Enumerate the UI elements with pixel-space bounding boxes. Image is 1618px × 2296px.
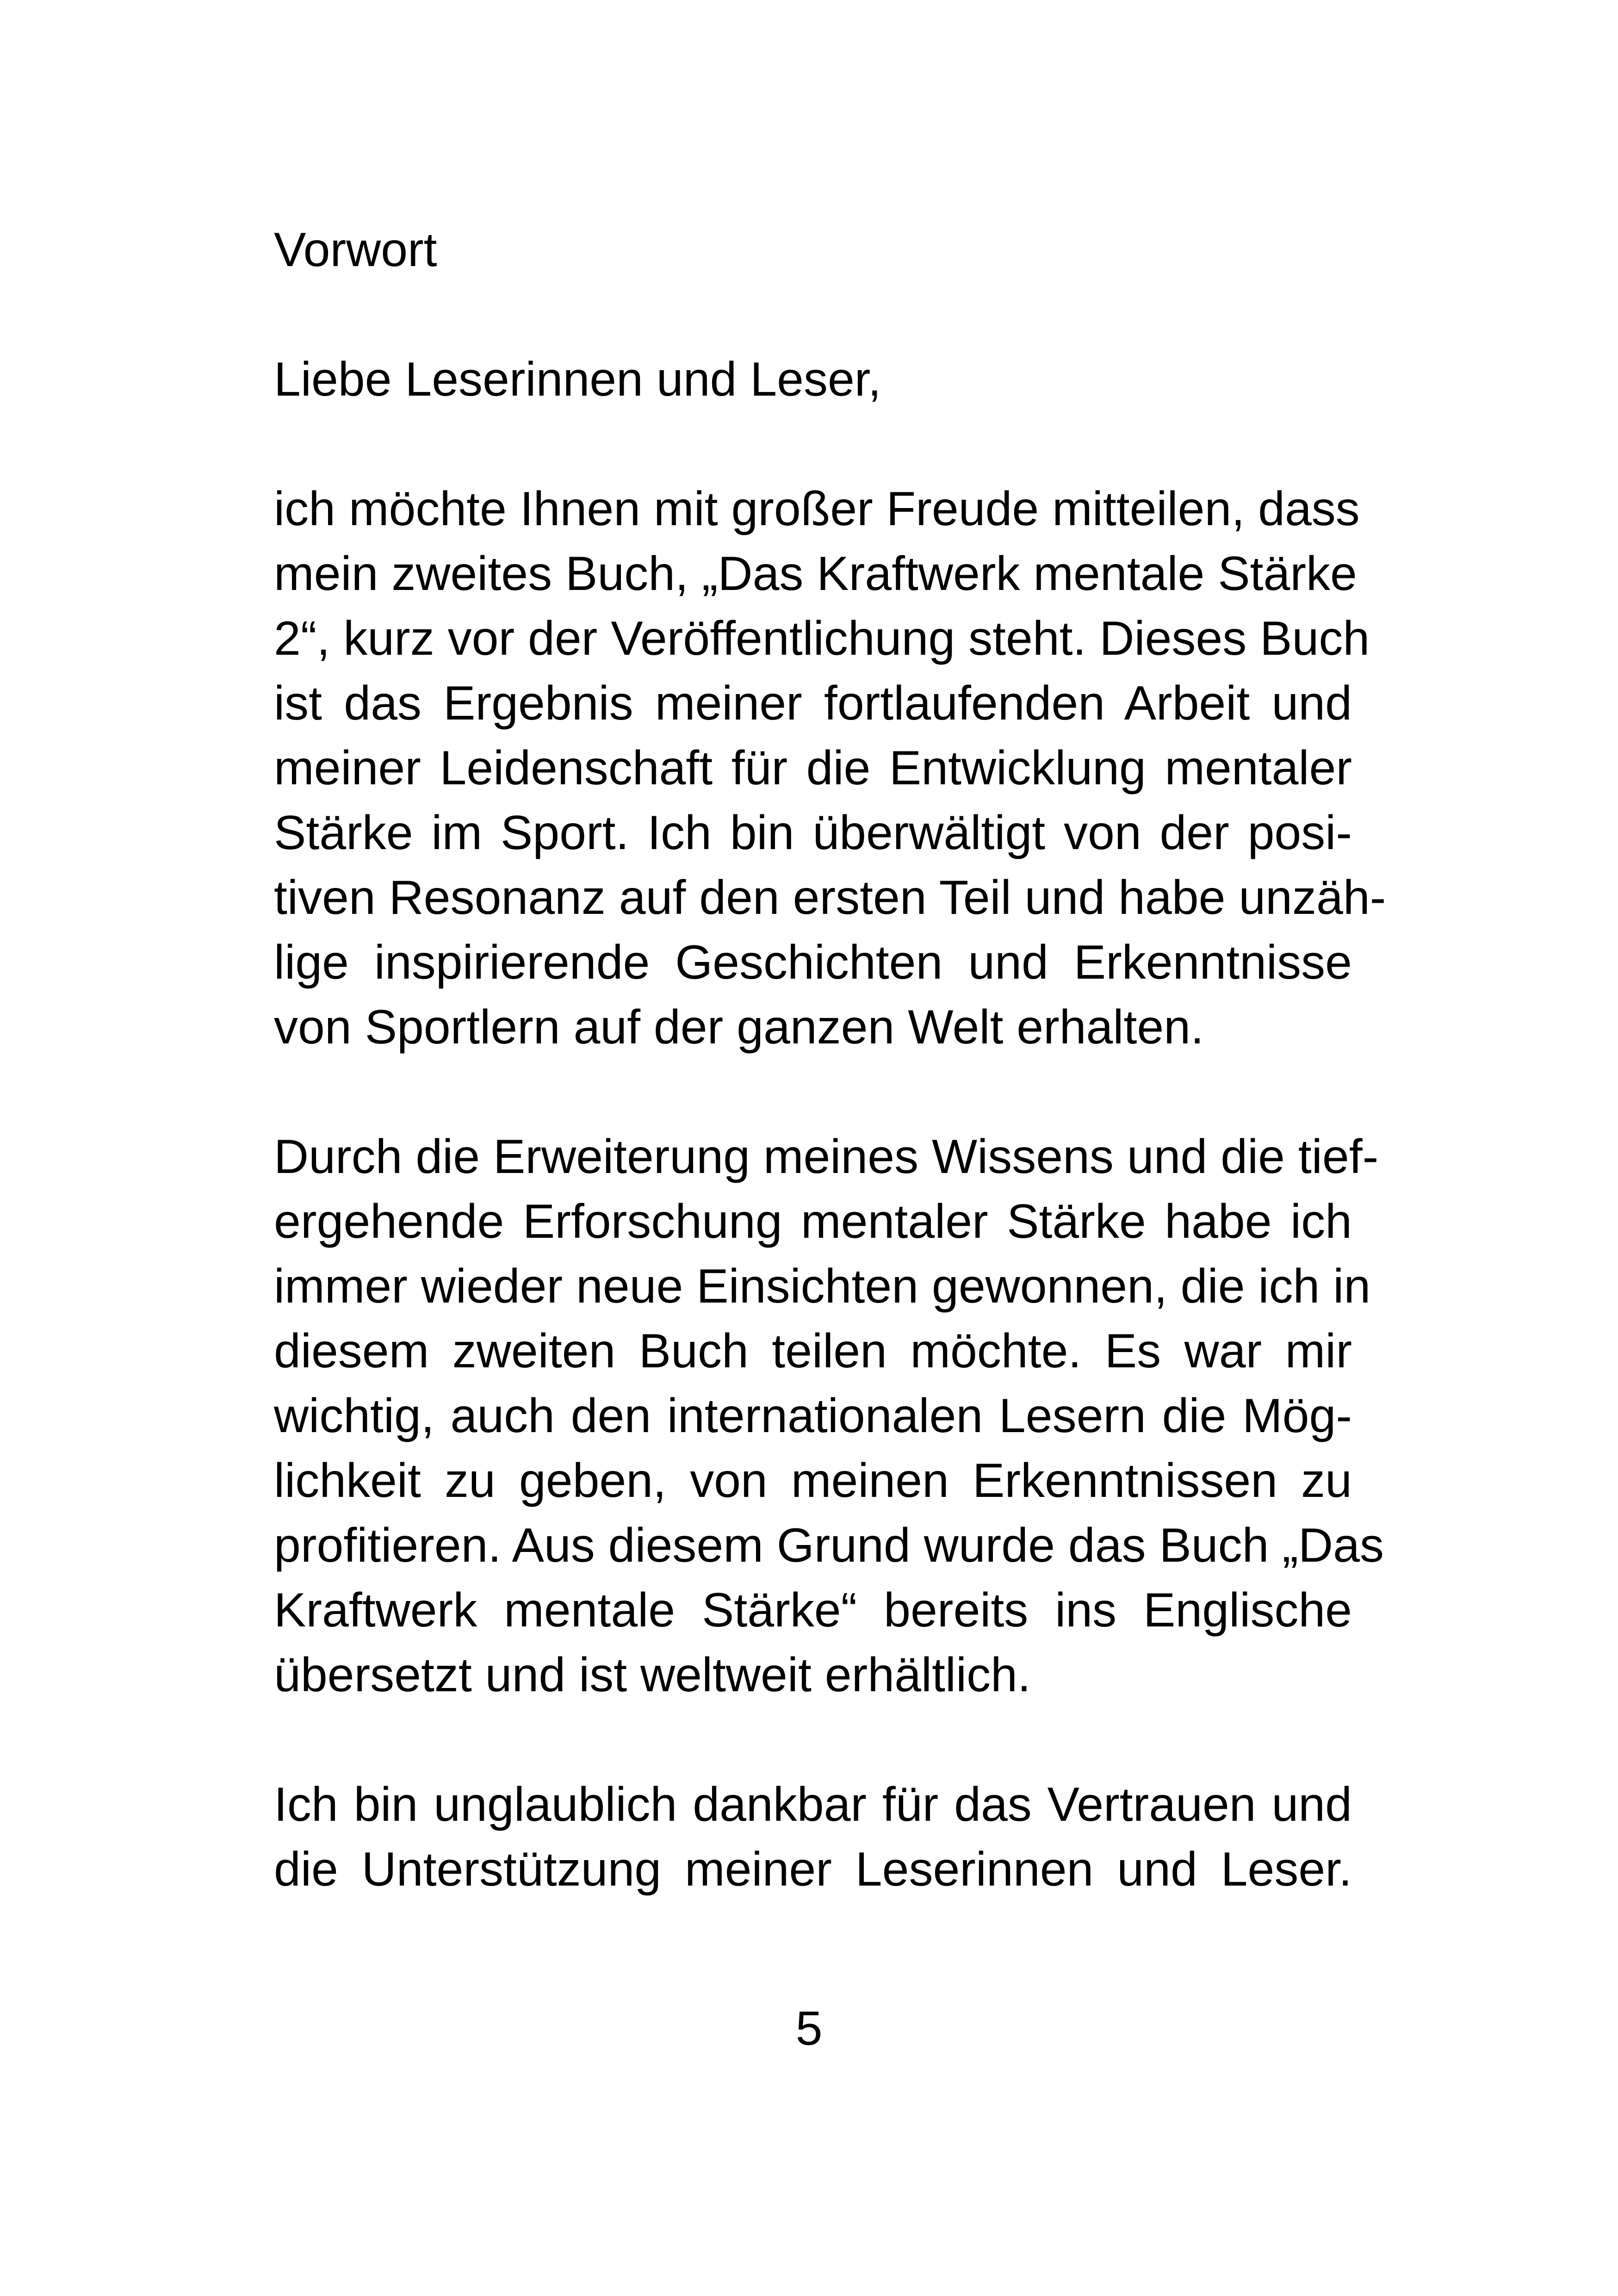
paragraph-line: mein zweites Buch, „Das Kraftwerk mentale Stärke	[274, 547, 1357, 601]
paragraph-line: von Sportlern auf der ganzen Welt erhalten.	[274, 1000, 1204, 1054]
paragraph-line: die Unterstützung meiner Leserinnen und Leser.	[274, 1843, 1352, 1896]
paragraph-line: diesem zweiten Buch teilen möchte. Es war mir	[274, 1324, 1352, 1378]
paragraph-line: profitieren. Aus diesem Grund wurde das Buch „Das	[274, 1519, 1384, 1572]
page-number: 5	[795, 2002, 823, 2055]
salutation: Liebe Leserinnen und Leser,	[274, 353, 881, 406]
paragraph-line: immer wieder neue Einsichten gewonnen, die ich in	[274, 1260, 1371, 1313]
paragraph-line: wichtig, auch den internationalen Lesern die Mög-	[274, 1389, 1352, 1443]
paragraph-line: 2“, kurz vor der Veröffentlichung steht. Dieses Buch	[274, 612, 1370, 665]
paragraph-line: ergehende Erforschung mentaler Stärke habe ich	[274, 1195, 1352, 1248]
paragraph-line: Ich bin unglaublich dankbar für das Vertrauen und	[274, 1778, 1352, 1831]
paragraph-line: übersetzt und ist weltweit erhältlich.	[274, 1648, 1031, 1702]
paragraph-line: meiner Leidenschaft für die Entwicklung mentaler	[274, 741, 1352, 795]
paragraph-line: lichkeit zu geben, von meinen Erkenntnissen zu	[274, 1454, 1352, 1508]
paragraph-line: Stärke im Sport. Ich bin überwältigt von der posi-	[274, 806, 1352, 860]
paragraph-line: Durch die Erweiterung meines Wissens und die tief-	[274, 1130, 1379, 1184]
paragraph-line: ist das Ergebnis meiner fortlaufenden Arbeit und	[274, 676, 1352, 730]
paragraph-line: lige inspirierende Geschichten und Erkenntnisse	[274, 936, 1352, 989]
paragraph-line: ich möchte Ihnen mit großer Freude mitteilen, dass	[274, 482, 1360, 536]
paragraph-line: Kraftwerk mentale Stärke“ bereits ins Englische	[274, 1583, 1352, 1637]
chapter-heading: Vorwort	[274, 223, 437, 277]
paragraph-line: tiven Resonanz auf den ersten Teil und habe unzäh-	[274, 871, 1386, 925]
